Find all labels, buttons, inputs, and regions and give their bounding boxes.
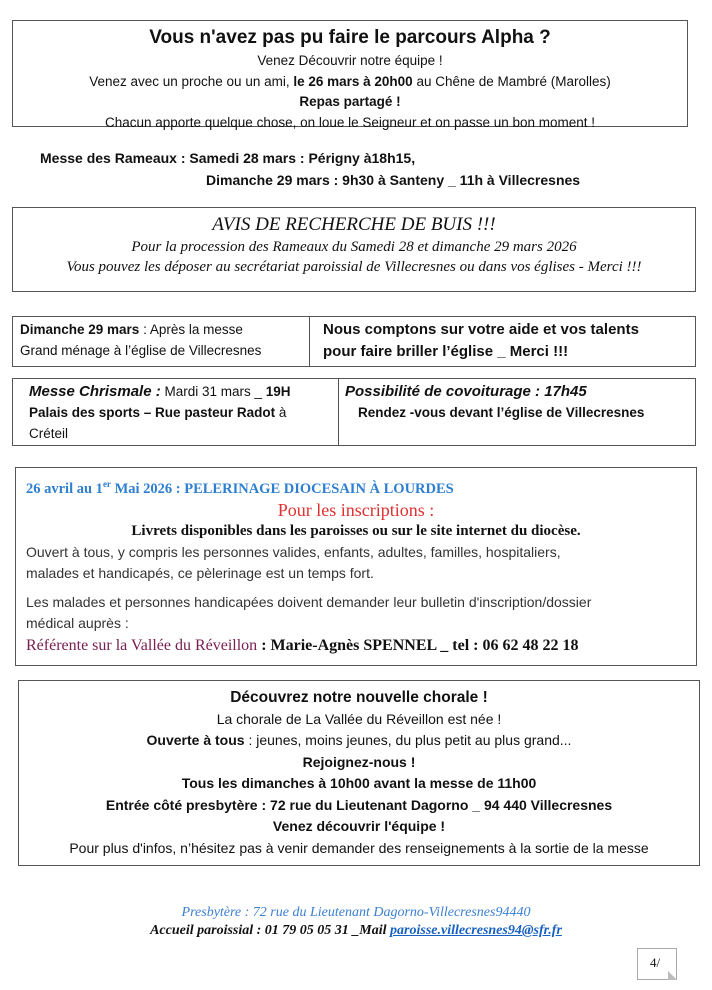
page-number-text: 4/ <box>650 955 661 970</box>
chorale-line3: Rejoignez-nous ! <box>302 753 416 770</box>
covoiturage <box>338 379 695 445</box>
chorale-box <box>18 680 700 866</box>
lourdes-referente <box>26 634 696 658</box>
chorale-line7: Pour plus d'infos, n’hésitez pas à venir demander des renseignements à la sortie de la messe <box>69 839 649 856</box>
lourdes-heading <box>26 474 696 499</box>
email-link[interactable]: paroisse.villecresnes94@sfr.fr <box>390 923 562 938</box>
menage-right-line2: pour faire briller l’église _ Merci !!! <box>323 343 569 360</box>
alpha-title: Vous n'avez pas pu faire le parcours Alpha ? <box>149 27 551 48</box>
text: au Chêne de Mambré (Marolles) <box>412 73 611 89</box>
menage-left <box>13 317 309 366</box>
rameaux-line1: Messe des Rameaux : Samedi 28 mars : Périgny à18h15, <box>40 150 416 166</box>
contact: : Marie-Agnès SPENNEL _ tel : 06 62 48 22 18 <box>257 636 579 654</box>
buis-line2: Vous pouvez les déposer au secrétariat paroissial de Villecresnes ou dans vos églises - Merci !!! <box>66 259 642 275</box>
text: Accueil paroissial : 01 79 05 05 31 _Mail <box>150 923 391 938</box>
alpha-line3: Repas partagé ! <box>299 94 401 109</box>
alpha-box <box>12 20 688 130</box>
buis-title: AVIS DE RECHERCHE DE BUIS !!! <box>212 214 496 235</box>
lourdes-para2 <box>26 592 696 634</box>
footer-address: Presbytère : 72 rue du Lieutenant Dagorno-Villecresnes94440 <box>181 905 531 920</box>
chorale-line4: Tous les dimanches à 10h00 avant la messe de 11h00 <box>181 775 537 791</box>
page-curl-icon <box>668 971 677 980</box>
lourdes-livrets: Livrets disponibles dans les paroisses ou sur le site internet du diocèse. <box>131 522 581 539</box>
alpha-line2 <box>13 72 687 93</box>
footer-accueil <box>0 922 712 940</box>
text: Référente sur la Vallée du Réveillon <box>26 636 258 654</box>
page-number <box>637 948 677 980</box>
place: Palais des sports – Rue pasteur Radot <box>29 405 276 420</box>
chorale-line6: Venez découvrir l'équipe ! <box>272 818 446 834</box>
menage-line2: Grand ménage à l’église de Villecresnes <box>20 343 262 358</box>
menage-right-line1: Nous comptons sur votre aide et vos talents <box>323 321 639 338</box>
buis-box <box>12 207 696 292</box>
lourdes-para1 <box>26 542 696 584</box>
chrismale-table <box>12 378 696 446</box>
footer <box>0 904 712 940</box>
lourdes-inscriptions <box>16 499 696 521</box>
covoiturage-line: Rendez -vous devant l’église de Villecresnes <box>358 405 645 420</box>
chrismale-line3: Créteil <box>29 426 69 441</box>
text: malades et handicapés, ce pèlerinage est un temps fort. <box>26 564 374 581</box>
chrismale-left <box>13 379 338 445</box>
menage-table <box>12 316 696 367</box>
time: 19H <box>265 384 291 399</box>
text: : Après la messe <box>139 322 243 337</box>
chrismale-line1 <box>29 381 338 402</box>
chorale-line5: Entrée côté presbytère : 72 rue du Lieutenant Dagorno _ 94 440 Villecresnes <box>105 796 613 813</box>
date-time: le 26 mars à 20h00 <box>293 73 413 89</box>
chorale-line2 <box>19 730 699 752</box>
text: médical auprès : <box>26 614 129 631</box>
text: Mai 2026 : PELERINAGE DIOCESAIN À LOURDES <box>110 480 454 497</box>
covoiturage-title: Possibilité de covoiturage : 17h45 <box>345 383 587 400</box>
alpha-line4: Chacun apporte quelque chose, on loue le Seigneur et on passe un bon moment ! <box>104 114 596 130</box>
lourdes-box <box>15 467 697 666</box>
date: Dimanche 29 mars <box>20 322 140 337</box>
chorale-title: Découvrez notre nouvelle chorale ! <box>230 689 488 706</box>
text: Les malades et personnes handicapées doivent demander leur bulletin d'inscription/dossier <box>26 593 592 610</box>
text: Pour les inscriptions <box>277 499 425 520</box>
alpha-line1: Venez Découvrir notre équipe ! <box>257 53 443 68</box>
text: Ouverte à tous <box>146 732 245 748</box>
text: : <box>424 499 435 520</box>
date: Mardi 31 mars _ <box>160 384 266 399</box>
buis-line1: Pour la procession des Rameaux du Samedi 28 et dimanche 29 mars 2026 <box>131 239 577 255</box>
text: 26 avril au 1 <box>26 480 103 497</box>
text: Ouvert à tous, y compris les personnes valides, enfants, adultes, familles, hospitaliers, <box>26 543 561 560</box>
text: : jeunes, moins jeunes, du plus petit au plus grand... <box>244 732 572 748</box>
title: Messe Chrismale : <box>29 383 161 400</box>
chrismale-line2 <box>29 402 338 423</box>
superscript: er <box>102 479 111 489</box>
text: à <box>275 405 287 420</box>
text: Venez avec un proche ou un ami, <box>89 73 294 89</box>
rameaux-line2: Dimanche 29 mars : 9h30 à Santeny _ 11h à Villecresnes <box>206 172 581 188</box>
menage-line1 <box>20 319 309 340</box>
chorale-line1: La chorale de La Vallée du Réveillon est née ! <box>216 710 502 727</box>
menage-right <box>309 317 695 366</box>
